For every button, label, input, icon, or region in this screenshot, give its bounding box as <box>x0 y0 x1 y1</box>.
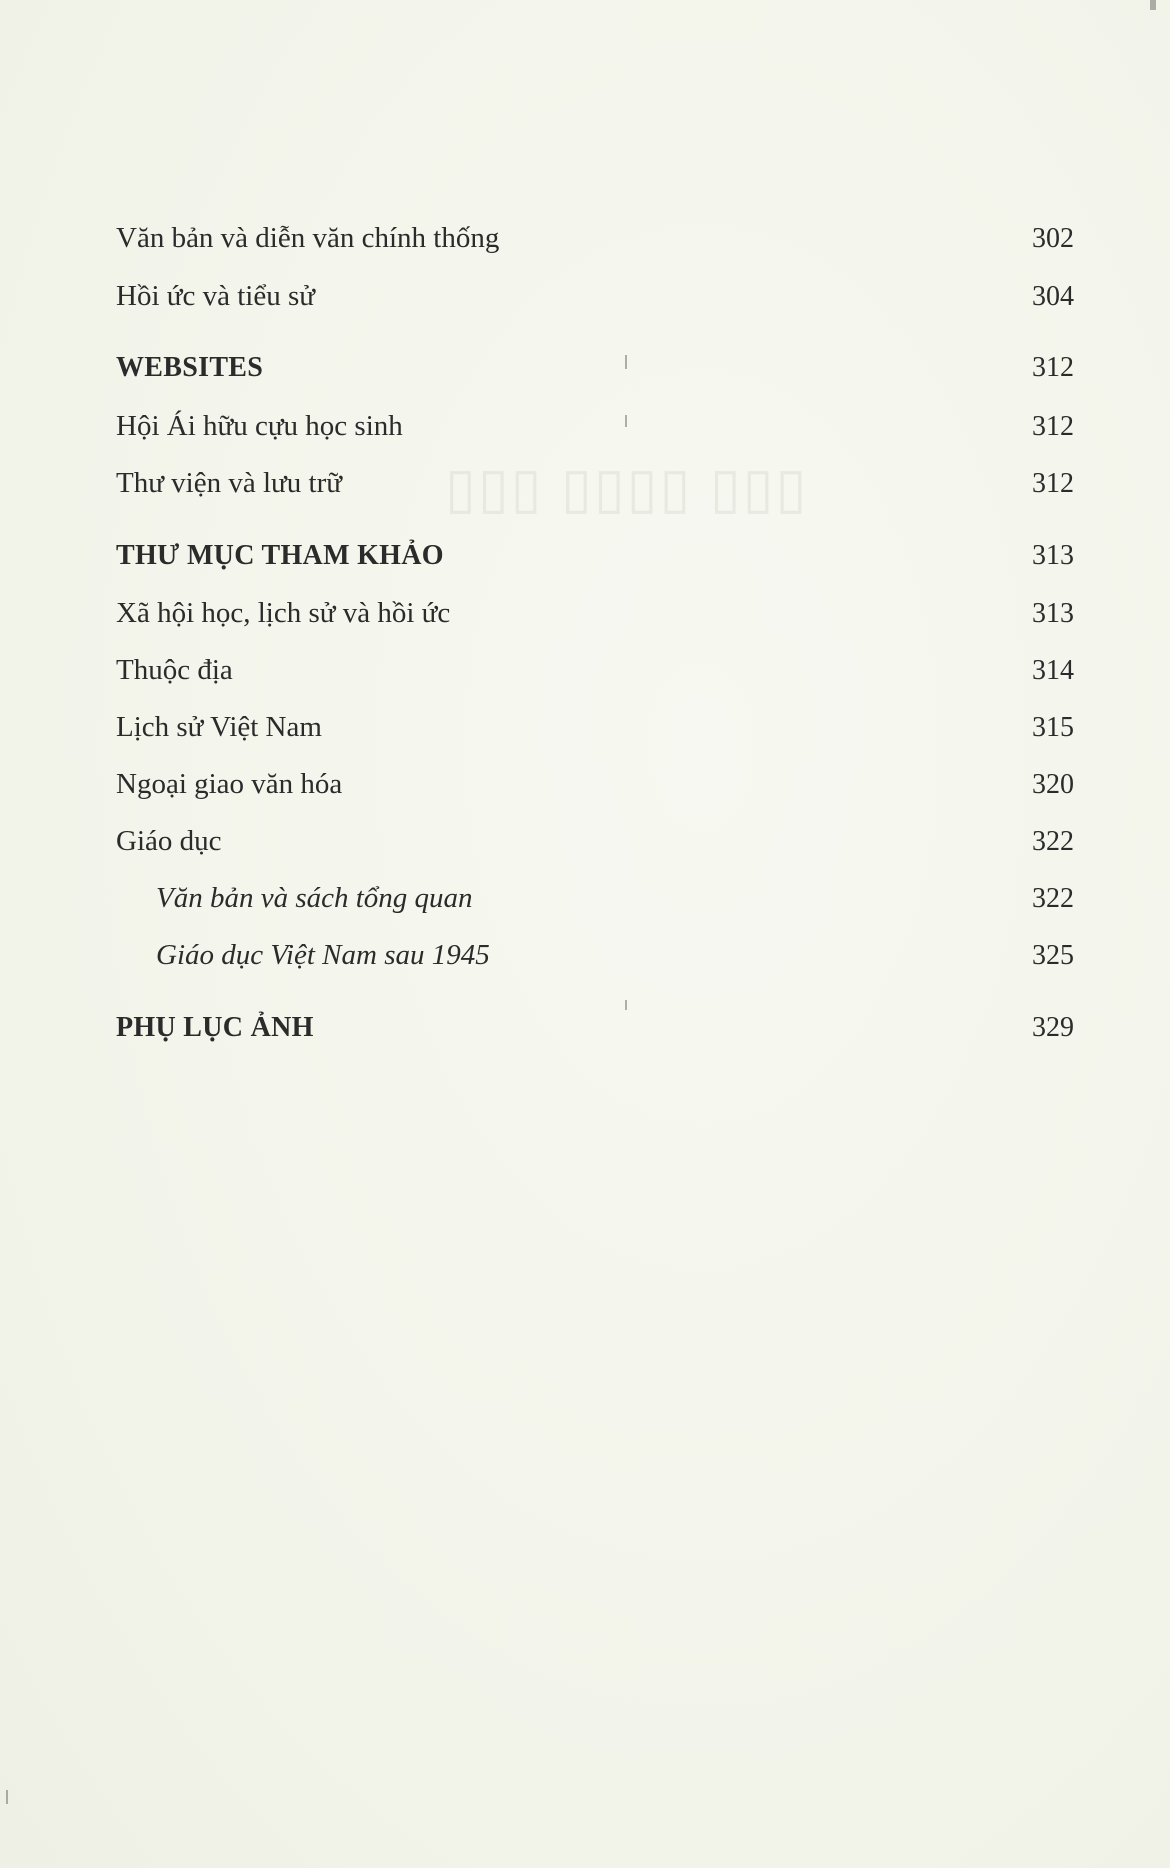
toc-entry-title: Giáo dục <box>116 825 222 857</box>
toc-entry-page: 312 <box>1032 352 1074 383</box>
toc-heading[interactable] <box>116 540 1074 572</box>
toc-entry[interactable] <box>116 825 1074 858</box>
toc-entry-page: 329 <box>1032 1012 1074 1043</box>
toc-entry-page: 322 <box>1032 826 1074 857</box>
toc-entry-title: Xã hội học, lịch sử và hồi ức <box>116 597 451 629</box>
toc-entry-title: Lịch sử Việt Nam <box>116 711 322 743</box>
toc-entry-title: Văn bản và diễn văn chính thống <box>116 222 500 254</box>
print-speck <box>6 1790 8 1804</box>
toc-heading-title: WEBSITES <box>116 352 264 383</box>
toc-subentry[interactable] <box>116 939 1074 972</box>
toc-entry-page: 313 <box>1032 598 1074 629</box>
toc-entry[interactable] <box>116 768 1074 801</box>
toc-entry-page: 314 <box>1032 655 1074 686</box>
toc-entry-title: Ngoại giao văn hóa <box>116 768 343 800</box>
toc-heading[interactable] <box>116 1012 1074 1044</box>
toc-subentry[interactable] <box>116 882 1074 915</box>
toc-subentry-title: Giáo dục Việt Nam sau 1945 <box>156 939 490 971</box>
toc-entry[interactable] <box>116 280 1074 313</box>
toc-entry-title: Thư viện và lưu trữ <box>116 467 342 499</box>
toc-entry-title: Hội Ái hữu cựu học sinh <box>116 410 403 442</box>
print-speck <box>1150 0 1156 10</box>
toc-entry[interactable] <box>116 711 1074 744</box>
toc-entry[interactable] <box>116 597 1074 630</box>
toc-entry[interactable] <box>116 654 1074 687</box>
toc-heading-title: THƯ MỤC THAM KHẢO <box>116 540 444 571</box>
toc-entry-title: Hồi ức và tiểu sử <box>116 280 315 312</box>
toc-entry-title: Thuộc địa <box>116 654 233 686</box>
toc-entry-page: 325 <box>1032 940 1074 971</box>
toc-entry-page: 313 <box>1032 540 1074 571</box>
toc-heading-title: PHỤ LỤC ẢNH <box>116 1012 314 1043</box>
toc-subentry-title: Văn bản và sách tổng quan <box>156 882 473 914</box>
toc-entry[interactable] <box>116 222 1074 255</box>
toc-entry-page: 312 <box>1032 468 1074 499</box>
toc-entry[interactable] <box>116 467 1074 500</box>
toc-entry-page: 320 <box>1032 769 1074 800</box>
toc-heading[interactable] <box>116 352 1074 384</box>
print-speck <box>625 415 627 427</box>
toc-entry-page: 302 <box>1032 223 1074 254</box>
toc-entry[interactable] <box>116 410 1074 443</box>
show-through-heading: ▯▯▯ ▯▯▯▯ ▯▯▯ <box>445 456 809 519</box>
print-speck <box>625 355 627 369</box>
toc-entry-page: 312 <box>1032 411 1074 442</box>
print-speck <box>625 1000 627 1010</box>
toc-entry-page: 322 <box>1032 883 1074 914</box>
toc-entry-page: 315 <box>1032 712 1074 743</box>
toc-entry-page: 304 <box>1032 281 1074 312</box>
